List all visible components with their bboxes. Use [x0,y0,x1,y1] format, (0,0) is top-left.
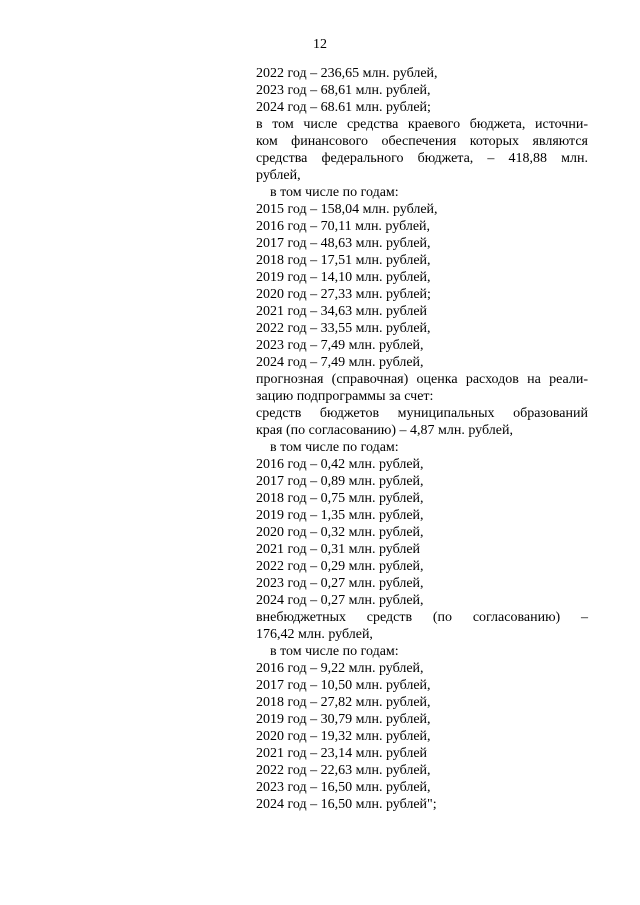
year-line: 2021 год – 23,14 млн. рублей [256,746,428,761]
year-line: 2023 год – 16,50 млн. рублей, [256,780,431,795]
document-body [256,65,588,813]
year-line: 2018 год – 27,82 млн. рублей, [256,695,431,710]
year-line: 2024 год – 0,27 млн. рублей, [256,593,424,608]
year-line: 2022 год – 0,29 млн. рублей, [256,559,424,574]
by-year-label: в том числе по годам: [270,185,399,200]
year-line: 2015 год – 158,04 млн. рублей, [256,202,438,217]
year-line: 2016 год – 9,22 млн. рублей, [256,661,424,676]
text-line: внебюджетных средств (по согласованию) – [256,610,588,625]
text-line: средства федерального бюджета, – 418,88 млн. [256,151,588,166]
year-line: 2019 год – 14,10 млн. рублей, [256,270,431,285]
year-line: 2019 год – 30,79 млн. рублей, [256,712,431,727]
text-line: рублей, [256,168,301,183]
text-line: зацию подпрограммы за счет: [256,389,434,404]
year-line: 2020 год – 19,32 млн. рублей, [256,729,431,744]
by-year-label: в том числе по годам: [270,644,399,659]
text-line: 176,42 млн. рублей, [256,627,373,642]
year-line: 2016 год – 70,11 млн. рублей, [256,219,431,234]
year-line: 2020 год – 27,33 млн. рублей; [256,287,431,302]
year-line: 2017 год – 48,63 млн. рублей, [256,236,431,251]
text-line: 2023 год – 68,61 млн. рублей, [256,83,431,98]
text-line: 2024 год – 68.61 млн. рублей; [256,100,431,115]
text-line: прогнозная (справочная) оценка расходов на реали- [256,372,588,387]
year-line: 2021 год – 34,63 млн. рублей [256,304,428,319]
year-line: 2023 год – 0,27 млн. рублей, [256,576,424,591]
year-line: 2016 год – 0,42 млн. рублей, [256,457,424,472]
year-line: 2018 год – 17,51 млн. рублей, [256,253,431,268]
year-line: 2017 год – 10,50 млн. рублей, [256,678,431,693]
page-number: 12 [313,37,327,52]
year-line: 2024 год – 7,49 млн. рублей, [256,355,424,370]
year-line: 2020 год – 0,32 млн. рублей, [256,525,424,540]
year-line: 2018 год – 0,75 млн. рублей, [256,491,424,506]
text-line: в том числе средства краевого бюджета, источни- [256,117,588,132]
text-line: средств бюджетов муниципальных образований [256,406,588,421]
text-line: ком финансового обеспечения которых являются [256,134,588,149]
year-line: 2021 год – 0,31 млн. рублей [256,542,421,557]
year-line: 2017 год – 0,89 млн. рублей, [256,474,424,489]
text-line: 2022 год – 236,65 млн. рублей, [256,66,438,81]
year-line: 2022 год – 22,63 млн. рублей, [256,763,431,778]
year-line: 2019 год – 1,35 млн. рублей, [256,508,424,523]
year-line: 2023 год – 7,49 млн. рублей, [256,338,424,353]
text-line: края (по согласованию) – 4,87 млн. рублей, [256,423,513,438]
year-line: 2022 год – 33,55 млн. рублей, [256,321,431,336]
by-year-label: в том числе по годам: [270,440,399,455]
year-line: 2024 год – 16,50 млн. рублей"; [256,797,437,812]
